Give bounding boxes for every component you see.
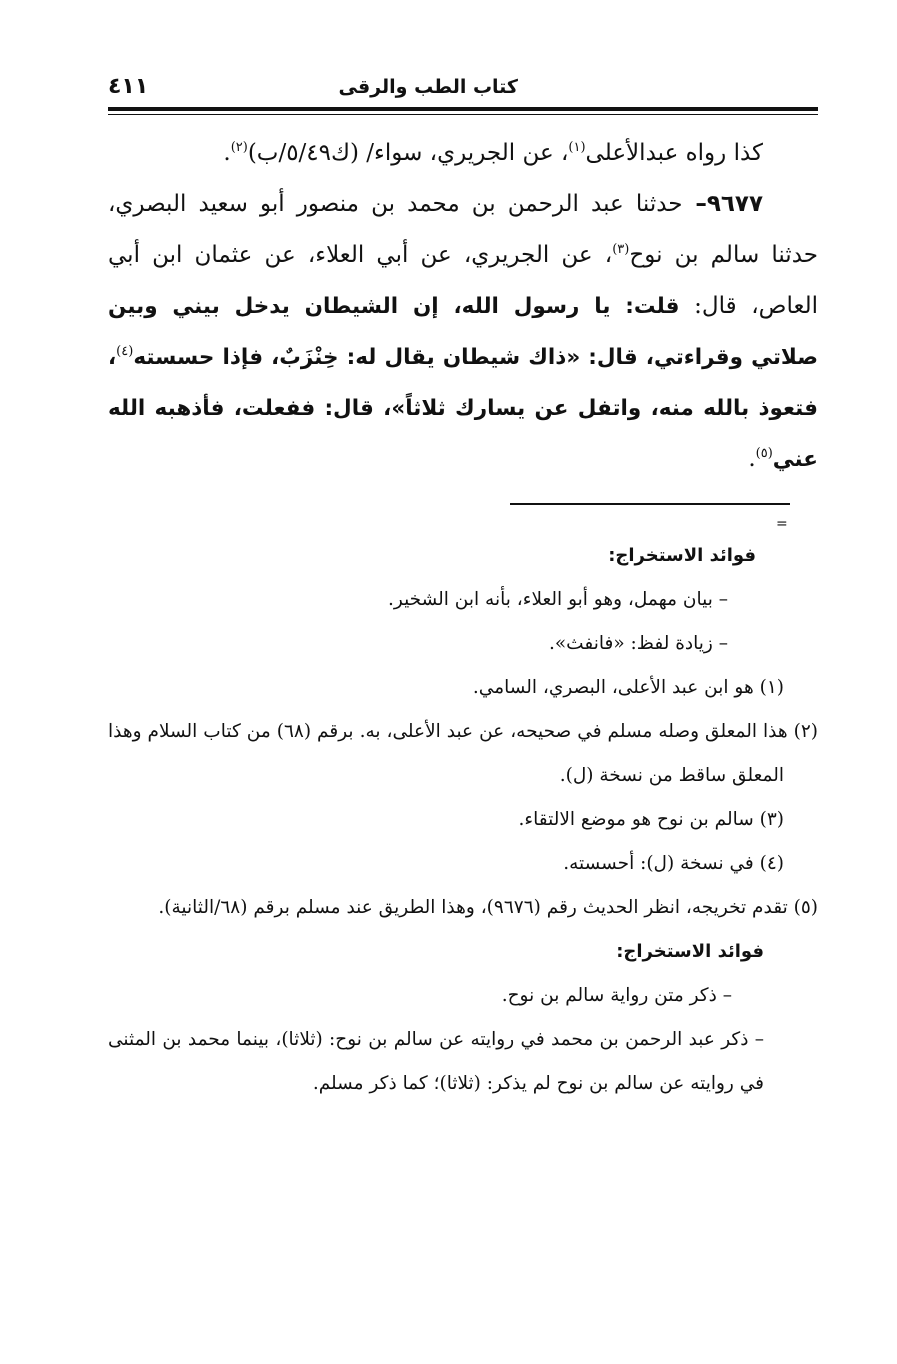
hadith-number: ٩٦٧٧ xyxy=(706,191,763,217)
benefits-heading-2: فوائد الاستخراج: xyxy=(616,941,764,962)
matn-text: قلت: يا رسول الله، إن الشيطان يدخل بيني وبين صلاتي وقراءتي، قال: «ذاك شيطان يقال له: خِنْزَبٌ، فإذا حسسته xyxy=(108,294,818,370)
narration-text: كذا رواه عبدالأعلى xyxy=(585,140,763,166)
running-title: كتاب الطب والرقى xyxy=(338,76,518,98)
page-number: ٤١١ xyxy=(108,74,149,99)
footnote-separator xyxy=(510,503,790,505)
benefit-item: – ذكر عبد الرحمن بن محمد في روايته عن سالم بن نوح: (ثلاثا)، بينما محمد بن المثنى في روايته عن سالم بن نوح لم يذكر: (ثلاثا)؛ كما ذكر مسلم. xyxy=(108,1029,764,1094)
benefit-item: – ذكر متن رواية سالم بن نوح. xyxy=(501,985,732,1006)
footnote-3: (٣) سالم بن نوح هو موضع الالتقاء. xyxy=(518,809,784,830)
hadith-paragraph xyxy=(108,179,818,485)
matn-end: . xyxy=(748,446,756,472)
footnote-5: (٥) تقدم تخريجه، انظر الحديث رقم (٩٦٧٦)، وهذا الطريق عند مسلم برقم (٦٨/الثانية). xyxy=(158,897,818,918)
footnote-2: (٢) هذا المعلق وصله مسلم في صحيحه، عن عبد الأعلى، به. برقم (٦٨) من كتاب السلام وهذا المعلق ساقط من نسخة (ل). xyxy=(108,721,818,786)
benefit-item: – زيادة لفظ: «فانفث». xyxy=(548,633,728,654)
narration-end: . xyxy=(223,140,231,166)
footnote-ref-3: (٣) xyxy=(612,242,630,257)
footnote-ref-5: (٥) xyxy=(755,446,773,461)
benefits-heading: فوائد الاستخراج: xyxy=(608,545,756,566)
header-rule-thin xyxy=(108,114,818,115)
footnote-ref-1: (١) xyxy=(568,140,586,155)
hadith-dash: – xyxy=(682,191,707,217)
narration-line xyxy=(108,128,818,179)
benefit-item: – بيان مهمل، وهو أبو العلاء، بأنه ابن الشخير. xyxy=(388,589,728,610)
footnote-1: (١) هو ابن عبد الأعلى، البصري، السامي. xyxy=(472,677,784,698)
narration-text-cont: ، عن الجريري، سواء/ (ك٥/٤٩/ب) xyxy=(247,140,569,166)
main-text xyxy=(108,128,818,485)
isnad-text: حدثنا عبد الرحمن بن محمد بن منصور أبو سعيد البصري، حدثنا سالم بن نوح xyxy=(108,191,818,268)
continuation-mark: = xyxy=(776,516,788,532)
isnad-text-cont: ، عن الجريري، عن أبي العلاء، عن عثمان ابن أبي العاص، قال: xyxy=(108,242,818,319)
footnote-4: (٤) في نسخة (ل): أحسسته. xyxy=(563,853,784,874)
matn-text-cont: ، فتعوذ بالله منه، واتفل عن يسارك ثلاثاً»، قال: ففعلت، فأذهبه الله عني xyxy=(108,345,818,472)
page-header xyxy=(108,72,818,106)
header-rule-thick xyxy=(108,107,818,111)
footnotes xyxy=(108,534,818,1106)
footnote-ref-4: (٤) xyxy=(116,344,134,359)
footnote-ref-2: (٢) xyxy=(230,140,248,155)
